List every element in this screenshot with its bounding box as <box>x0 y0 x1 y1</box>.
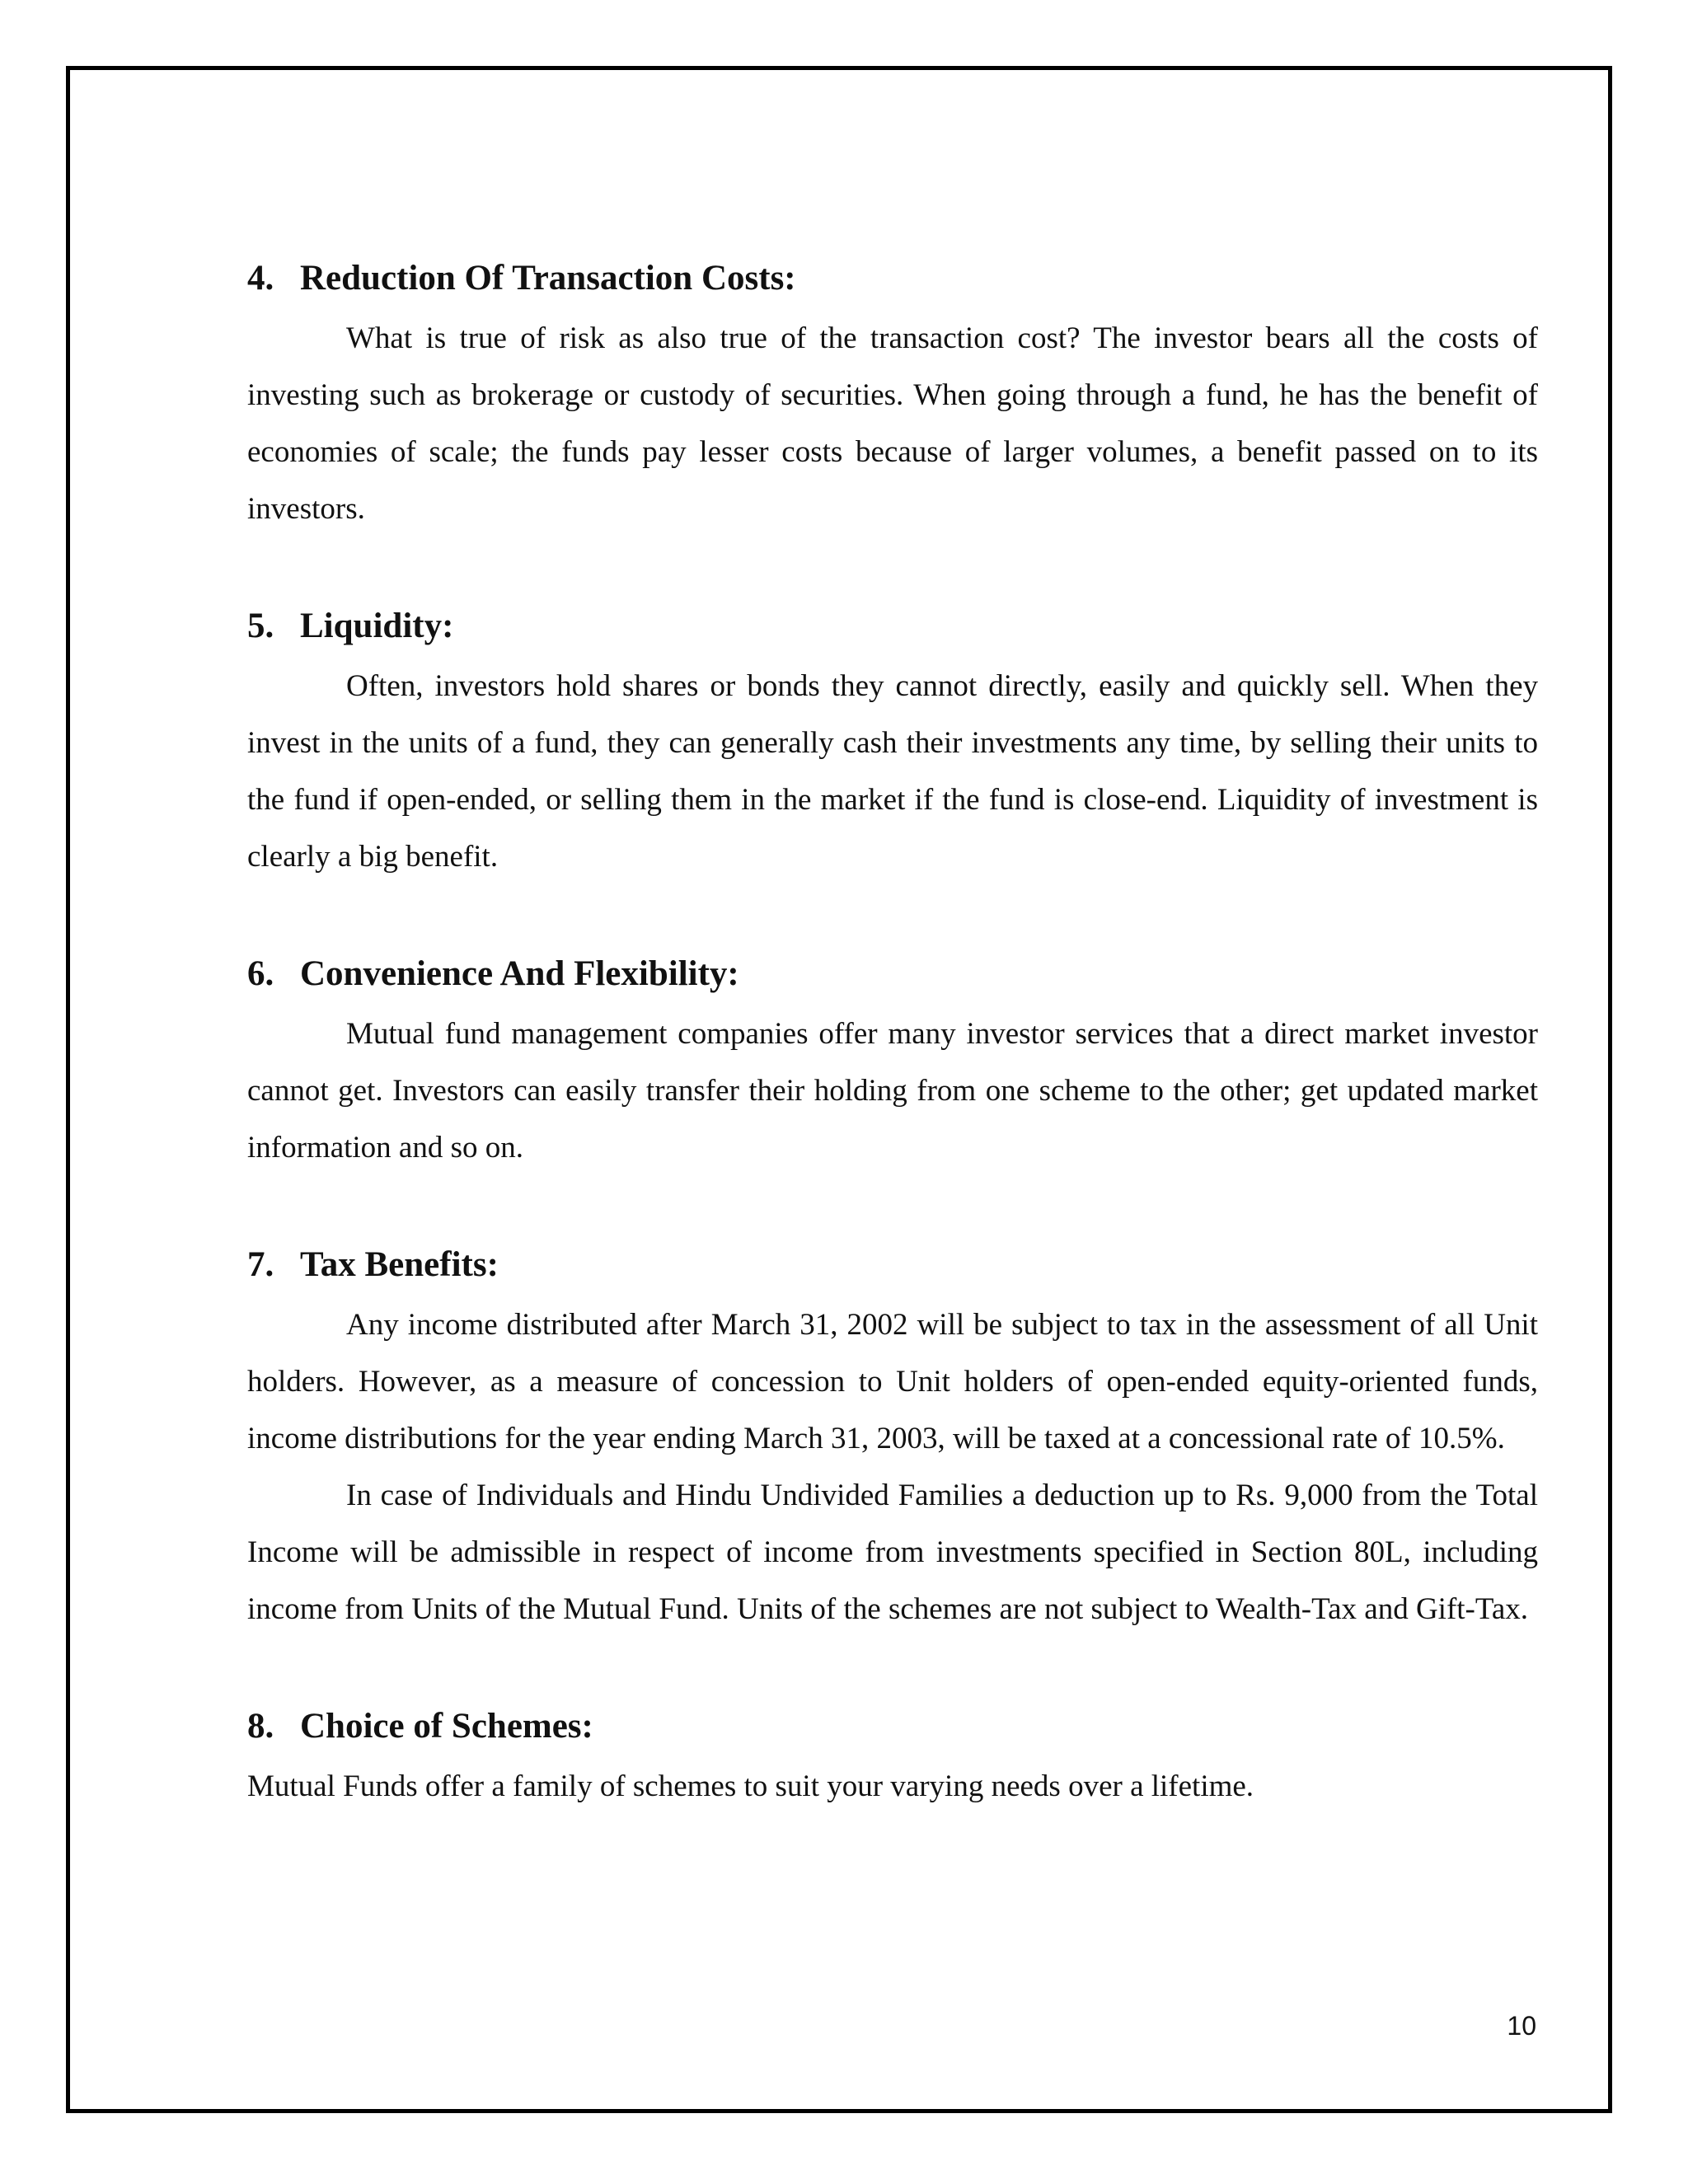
section-reduction-of-transaction-costs <box>247 249 1538 537</box>
section-heading <box>247 1235 1538 1295</box>
section-title: Choice of Schemes: <box>300 1707 593 1746</box>
section-number: 6. <box>247 954 274 993</box>
paragraph: Often, investors hold shares or bonds they cannot directly, easily and quickly sell. When they invest in the units of a fund, they can generally cash their investments any time, by selling their units to the fund if open-ended, or selling them in the market if the fund is close-end. Liquidity of investment is clearly a big benefit. <box>247 669 1538 874</box>
section-heading <box>247 944 1538 1004</box>
section-heading <box>247 249 1538 308</box>
paragraph: In case of Individuals and Hindu Undivided Families a deduction up to Rs. 9,000 from the Total Income will be admissible in respect of income from investments specified in Section 80L, including income from Units of the Mutual Fund. Units of the schemes are not subject to Wealth-Tax and Gift-Tax. <box>247 1479 1538 1626</box>
section-number: 5. <box>247 607 274 645</box>
paragraph: Any income distributed after March 31, 2002 will be subject to tax in the assessment of all Unit holders. However, as a measure of concession to Unit holders of open-ended equity-oriented funds, income distributions for the year ending March 31, 2003, will be taxed at a concessional rate of 10.5%. <box>247 1308 1538 1455</box>
section-choice-of-schemes <box>247 1697 1538 1815</box>
paragraph: Mutual Funds offer a family of schemes to suit your varying needs over a lifetime. <box>247 1769 1254 1803</box>
section-heading <box>247 597 1538 656</box>
section-heading <box>247 1697 1538 1756</box>
paragraph: Mutual fund management companies offer many investor services that a direct market investor cannot get. Investors can easily transfer their holding from one scheme to the other; get updated market information and so on. <box>247 1017 1538 1165</box>
section-title: Convenience And Flexibility: <box>300 954 739 993</box>
section-title: Tax Benefits: <box>300 1245 499 1284</box>
paragraph: What is true of risk as also true of the transaction cost? The investor bears all the costs of investing such as brokerage or custody of securities. When going through a fund, he has the benefit of economies of scale; the funds pay lesser costs because of larger volumes, a benefit passed on to its investors. <box>247 321 1538 526</box>
section-convenience-and-flexibility <box>247 944 1538 1176</box>
section-number: 8. <box>247 1707 274 1746</box>
page-number: 10 <box>1507 2011 1536 2041</box>
section-liquidity <box>247 597 1538 885</box>
section-tax-benefits <box>247 1235 1538 1638</box>
section-title: Liquidity: <box>300 607 454 645</box>
section-title: Reduction Of Transaction Costs: <box>300 259 796 298</box>
section-number: 7. <box>247 1245 274 1284</box>
section-number: 4. <box>247 259 274 298</box>
document-body <box>247 249 1538 1815</box>
